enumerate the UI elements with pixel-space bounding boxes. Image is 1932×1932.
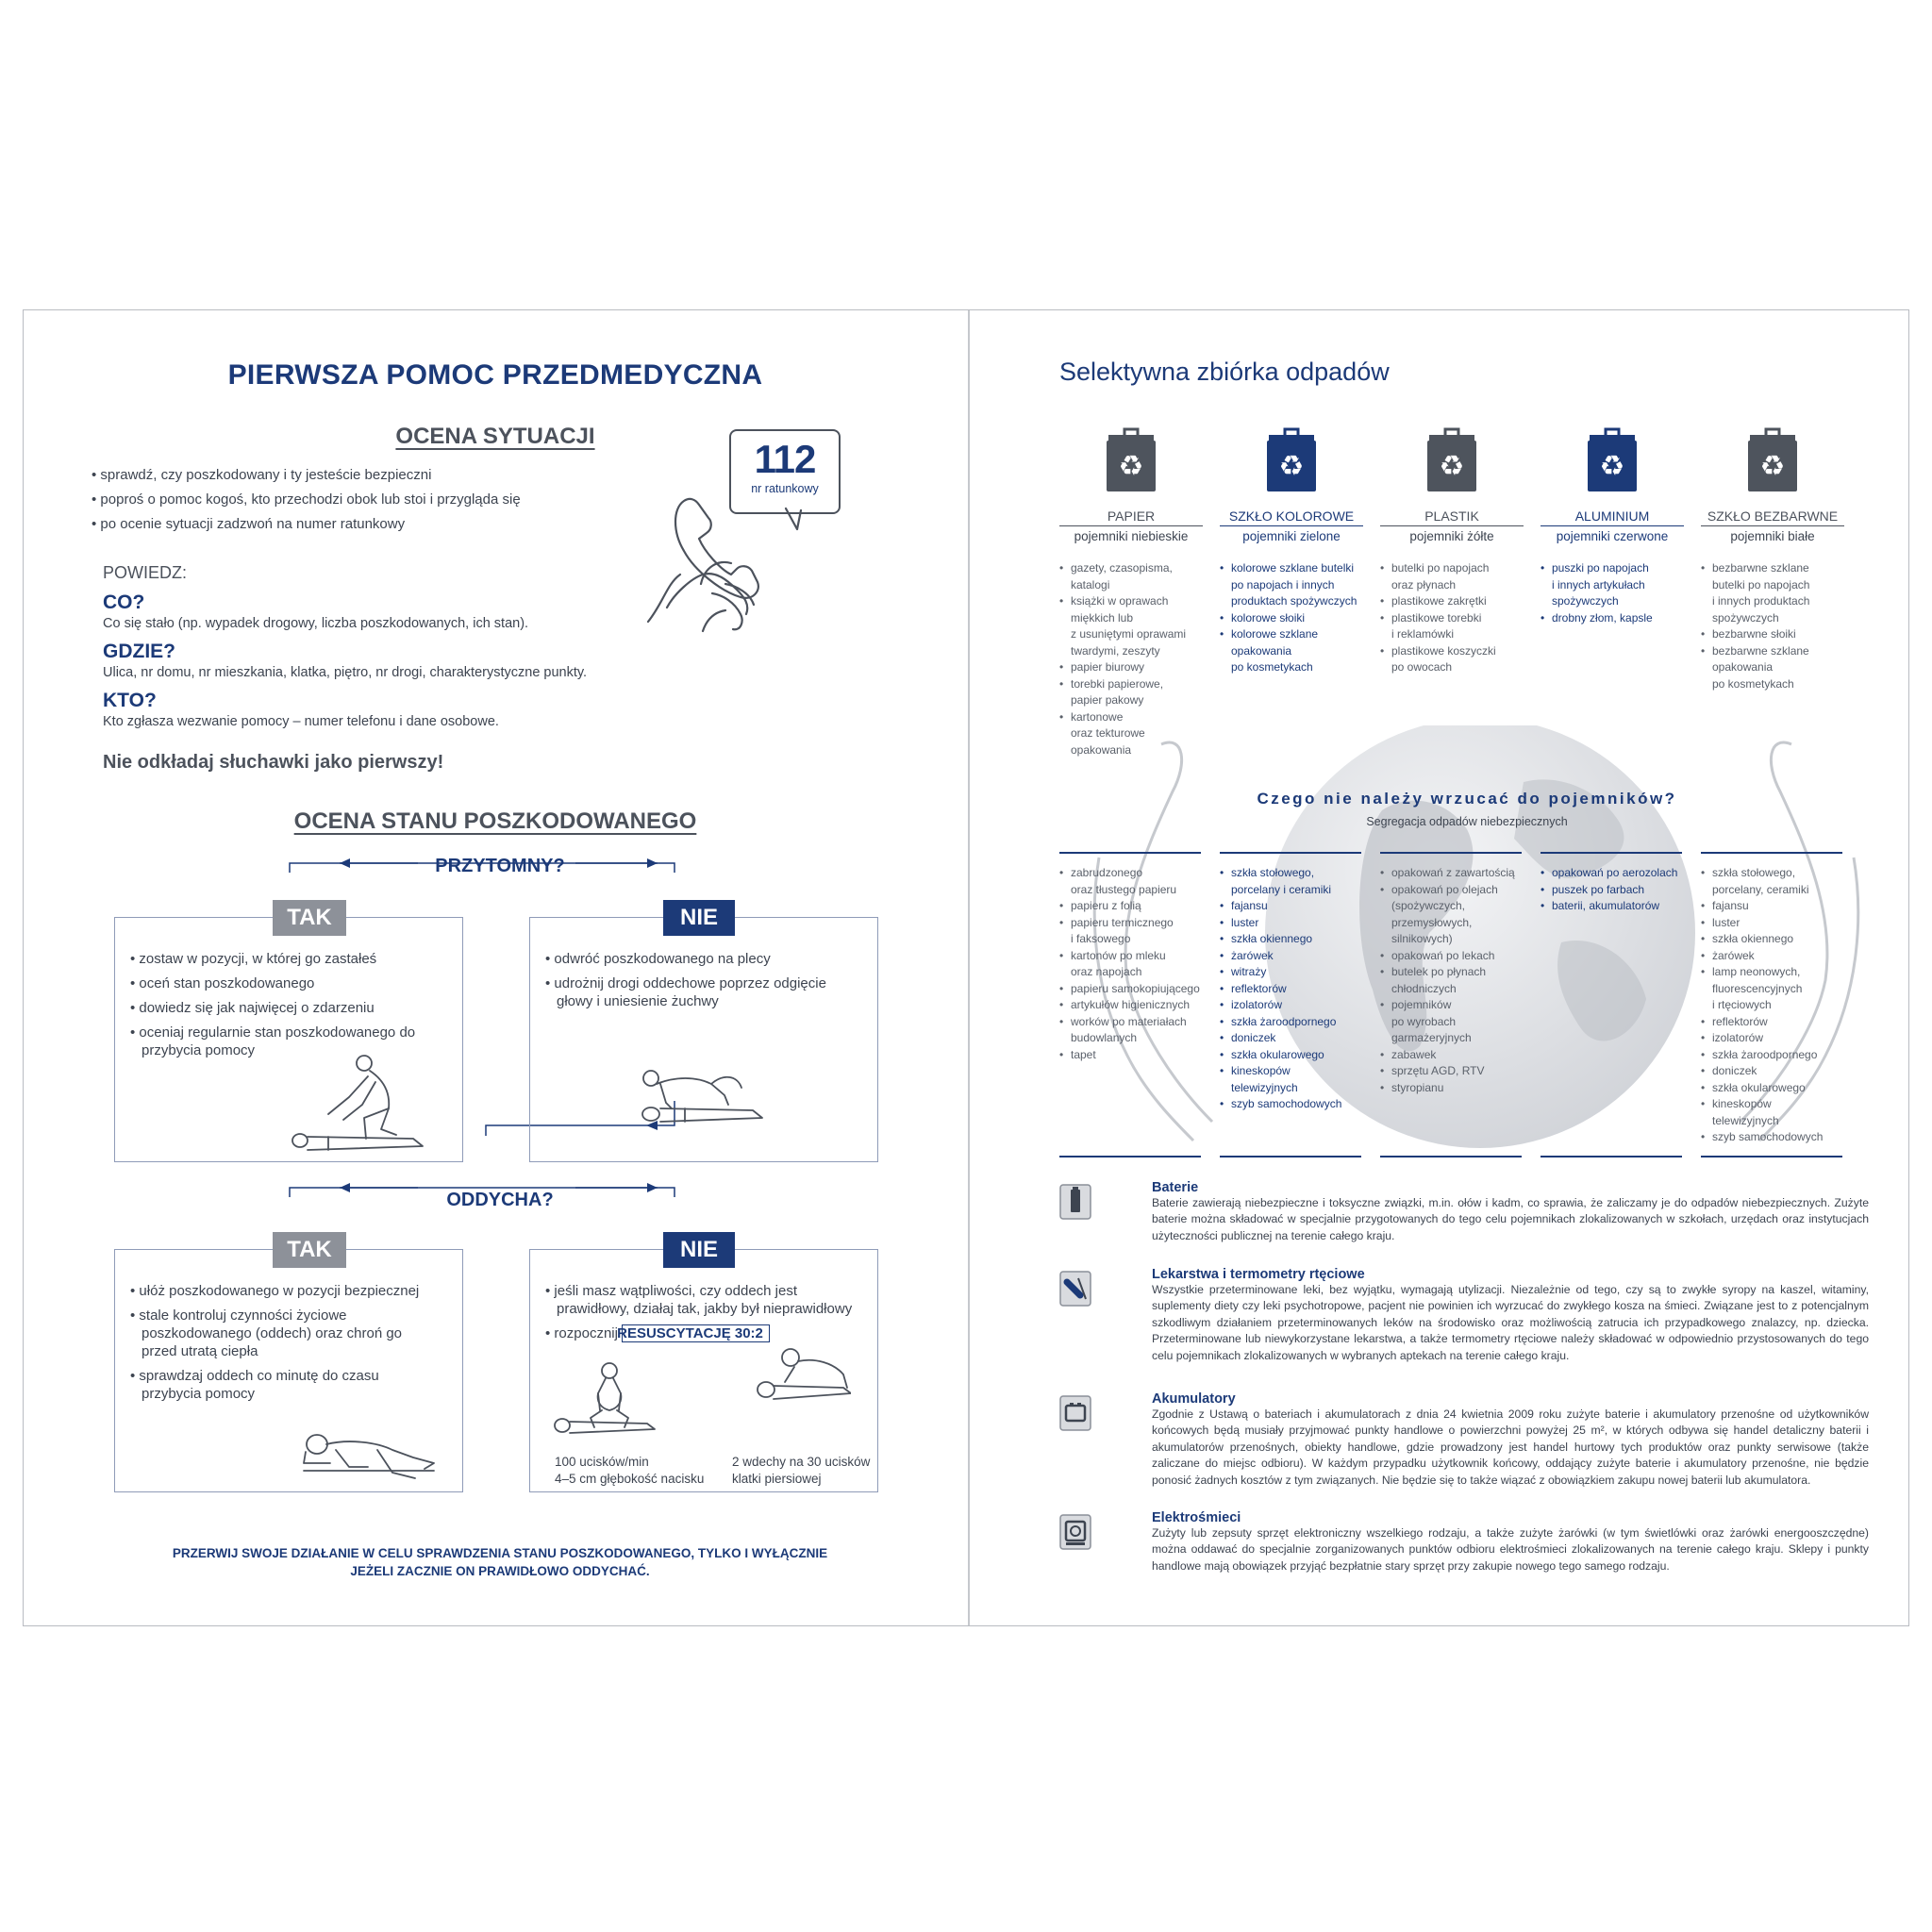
list-item: • plastikowe zakrętki [1380,593,1524,610]
svg-text:♻: ♻ [1759,450,1786,483]
list-item: • tapet [1059,1047,1201,1064]
list-item: opakowania [1712,660,1774,674]
list-item: (spożywczych, [1391,899,1466,912]
conscious-no-box [529,917,878,1162]
column-rule [1701,852,1842,854]
list-item: • reflektorów [1701,1014,1842,1031]
list-item: • zabawek [1380,1047,1522,1064]
list-item: oraz płynach [1391,577,1457,591]
column-bottom-rule [1380,1156,1522,1158]
list-item: • opakowań z zawartością [1380,865,1522,882]
list-item: • sprzętu AGD, RTV [1380,1063,1522,1080]
list-item: • szkła żaroodpornego [1220,1014,1361,1031]
list-item: • odwróć poszkodowanego na plecy [543,950,864,968]
breathing-no-box [529,1249,878,1492]
list-item: produktach spożywczych [1231,594,1357,608]
recycling-bin-icon [1746,427,1799,493]
accumulator-icon [1059,1395,1091,1431]
caption-compressions: 100 ucisków/min [555,1455,649,1469]
column-rule [1220,852,1361,854]
list-item: telewizyjnych [1712,1113,1779,1127]
svg-text:♻: ♻ [1278,450,1305,483]
list-item: • witraży [1220,964,1361,981]
warning-text: Nie odkładaj słuchawki jako pierwszy! [103,752,444,773]
column-rule [1541,852,1682,854]
list-item: po owocach [1391,660,1453,674]
answer-kto: Kto zgłasza wezwanie pomocy – numer telefonu i dane osobowe. [103,714,499,729]
not-allowed-column [1541,852,1682,915]
list-item: porcelany i ceramiki [1231,882,1332,896]
column-bottom-rule [1701,1156,1842,1158]
column-rule [1380,852,1522,854]
list-item: • doniczek [1220,1030,1361,1047]
list-item: • po ocenie sytuacji zadzwoń na numer ratunkowy [92,512,521,537]
list-item: • szkła stołowego, [1701,865,1842,882]
list-item: oraz tekturowe [1071,726,1145,740]
list-item: • izolatorów [1701,1030,1842,1047]
list-item: oraz tłustego papieru [1071,882,1177,896]
page-title: PIERWSZA POMOC PRZEDMEDYCZNA [227,359,763,391]
list-item: • styropianu [1380,1080,1522,1097]
list-item: • stale kontroluj czynności życiowe poszkodowanego (oddech) oraz chroń go przed utratą ciepła [128,1307,440,1360]
list-item: • opakowań po olejach [1380,882,1522,899]
column-rule [1059,852,1201,854]
info-text: Baterie zawierają niebezpieczne i toksyczne związki, m.in. ołów i kadm, co sprawia, że zaliczamy je do odpadów niebezpiecznych. Zużyte baterie można składować w specjalnie przygotowanych do tego celu pojemnikach zlokalizowanych w szkołach, urzędach oraz instytucjach użyteczności publicznej na terenie całego kraju. [1152,1196,1869,1242]
list-item: • żarówek [1701,948,1842,965]
list-item: • żarówek [1220,948,1361,965]
list-item: • szyb samochodowych [1701,1129,1842,1146]
recycling-bin-icon [1265,427,1318,493]
info-text: Zgodnie z Ustawą o bateriach i akumulatorach z dnia 24 kwietnia 2009 roku zużyte baterie i akumulatory przenośne od użytkowników końcowych będą musiały przyjmować punkty handlowe o powierzchni powyżej 25 m², w których odbywa się handel detaliczny baterii i akumulatorów przenośnych, obiekty handlowe, gdzie prowadzony jest handel hurtowy tych produktów oraz punkty serwisowe (także zaliczane do miejsc odbioru). W każdym przypadku użytkownik końcowy, oddający zużyte baterie i akumulatory przenośne, nie będzie ponosić żadnych kosztów z tym związanych. Nie będzie się to także wiązać z obowiązkiem zakupu nowej baterii lub akumulatora. [1152,1407,1869,1487]
recycling-bin-icon [1105,427,1158,493]
situation-bullets [92,463,521,537]
svg-text:♻: ♻ [1118,450,1144,483]
list-item: garmażeryjnych [1391,1031,1472,1044]
not-allowed-column [1059,852,1201,1063]
recycling-bin-icon [1586,427,1639,493]
list-item: • szkła żaroodpornego [1701,1047,1842,1064]
caption-chest: klatki piersiowej [732,1472,822,1486]
list-item: papier pakowy [1071,693,1144,707]
list-item: spożywczych [1712,610,1779,625]
list-item: • papieru termicznego [1059,915,1201,932]
bin-name: SZKŁO KOLOROWE [1220,508,1363,526]
list-item: • fajansu [1220,898,1361,915]
list-item: • plastikowe koszyczki [1380,643,1524,660]
list-item: • zabrudzonego [1059,865,1201,882]
list-item: twardymi, zeszyty [1071,643,1160,658]
list-item: • worków po materiałach [1059,1014,1201,1031]
list-item: • butelek po płynach [1380,964,1522,981]
bin-name: ALUMINIUM [1541,508,1684,526]
list-item: i innych produktach [1712,594,1810,608]
column-bottom-rule [1220,1156,1361,1158]
powiedz-label: POWIEDZ: [103,563,187,582]
emergency-number-label: nr ratunkowy [751,482,819,495]
bin-items [1541,560,1684,626]
medicine-icon [1059,1271,1091,1307]
list-item: miękkich lub [1071,610,1134,625]
hazardous-subheading: Segregacja odpadów niebezpiecznych [1366,815,1568,828]
conscious-yes-box [114,917,463,1162]
list-item: katalogi [1071,577,1110,591]
bin-items [1220,560,1363,676]
list-item: przemysłowych, [1391,915,1473,929]
list-item: • książki w oprawach [1059,593,1203,610]
recovery-position-icon [302,1425,440,1484]
list-item: • papieru z folią [1059,898,1201,915]
list-item: • bezbarwne słoiki [1701,626,1844,643]
bin-name: PLASTIK [1380,508,1524,526]
bin-items [1059,560,1203,758]
section-heading-ocena-sytuacji: OCENA SYTUACJI [395,424,595,449]
bin-column [1059,427,1203,758]
list-item: • opakowań po aerozolach [1541,865,1682,882]
list-item: • kolorowe słoiki [1220,610,1363,627]
list-item: • bezbarwne szklane [1701,643,1844,660]
list-item: silnikowych) [1391,932,1453,945]
list-item: • zostaw w pozycji, w której go zastałeś [128,950,440,968]
list-item: opakowania [1071,742,1132,757]
list-item: • doniczek [1701,1063,1842,1080]
list-item: • szkła stołowego, [1220,865,1361,882]
list-item: • szkła okularowego [1220,1047,1361,1064]
list-item: i faksowego [1071,932,1131,945]
info-heading: Akumulatory [1152,1391,1236,1407]
list-item: • oceń stan poszkodowanego [128,974,440,992]
info-heading: Lekarstwa i termometry rtęciowe [1152,1267,1365,1282]
bin-items [1701,560,1844,692]
battery-icon [1059,1184,1091,1220]
bin-column [1380,427,1524,676]
list-item: • pojemników [1380,997,1522,1014]
list-item: • szyb samochodowych [1220,1096,1361,1113]
list-item: • poproś o pomoc kogoś, kto przechodzi obok lub stoi i przygląda się [92,488,521,512]
list-item: • jeśli masz wątpliwości, czy oddech jest prawidłowy, działaj tak, jakby był nieprawidłowy [543,1282,864,1318]
question-kto: KTO? [103,690,157,711]
list-item: po napojach i innych [1231,577,1335,591]
list-item: • plastikowe torebki [1380,610,1524,627]
bin-subtitle: pojemniki niebieskie [1074,529,1189,543]
list-item: • dowiedz się jak najwięcej o zdarzeniu [128,999,440,1017]
rescue-breath-icon [753,1344,851,1410]
list-item: porcelany, ceramiki [1712,882,1809,896]
not-allowed-column [1220,852,1361,1113]
list-item: • udrożnij drogi oddechowe poprzez odgięcie głowy i uniesienie żuchwy [543,974,864,1010]
question-co: CO? [103,591,145,613]
hazardous-heading: Czego nie należy wrzucać do pojemników? [1257,790,1677,808]
list-item: • kineskopów [1220,1063,1361,1080]
list-item: • kineskopów [1701,1096,1842,1113]
list-item: • szkła okularowego [1701,1080,1842,1097]
bin-items [1380,560,1524,676]
electronics-icon [1059,1514,1091,1550]
caption-breaths: 2 wdechy na 30 ucisków [732,1455,871,1469]
svg-text:♻: ♻ [1439,450,1465,483]
tag-nie-2: NIE [663,1232,735,1268]
answer-co: Co się stało (np. wypadek drogowy, liczba poszkodowanych, ich stan). [103,616,529,631]
tag-tak-2: TAK [273,1232,346,1268]
list-item: • luster [1701,915,1842,932]
list-item: • drobny złom, kapsle [1541,610,1684,627]
list-item: • szkła okiennego [1220,931,1361,948]
footer-line-1: PRZERWIJ SWOJE DZIAŁANIE W CELU SPRAWDZENIA STANU POSZKODOWANEGO, TYLKO I WYŁĄCZNIE [172,1546,828,1560]
question-gdzie: GDZIE? [103,641,175,662]
svg-text:♻: ♻ [1599,450,1625,483]
bin-column [1541,427,1684,626]
list-item: po wyrobach [1391,1014,1457,1028]
list-item: • ułóż poszkodowanego w pozycji bezpiecznej [128,1282,440,1300]
list-item: • luster [1220,915,1361,932]
airway-opening-icon [638,1067,766,1133]
column-bottom-rule [1059,1156,1201,1158]
kneeling-rescuer-icon [291,1052,432,1158]
bin-subtitle: pojemniki czerwone [1556,529,1669,543]
start-label: rozpocznij [554,1325,618,1341]
list-item: i reklamówki [1391,627,1455,641]
not-allowed-column [1701,852,1842,1146]
list-item: • sprawdź, czy poszkodowany i ty jesteście bezpieczni [92,463,521,488]
list-item: budowlanych [1071,1031,1138,1044]
section-heading-ocena-stanu: OCENA STANU POSZKODOWANEGO [293,808,697,834]
list-item: po kosmetykach [1712,676,1794,691]
list-item: • baterii, akumulatorów [1541,898,1682,915]
list-item: • lamp neonowych, [1701,964,1842,981]
list-item: • gazety, czasopisma, [1059,560,1203,577]
list-item: • kartonów po mleku [1059,948,1201,965]
list-item: • puszki po napojach [1541,560,1684,577]
list-item: • papieru samokopiującego [1059,981,1201,998]
footer-note [137,1544,863,1580]
list-item: • puszek po farbach [1541,882,1682,899]
chest-compression-icon [553,1361,657,1441]
bin-column [1701,427,1844,692]
list-item: oraz napojach [1071,965,1142,978]
page-title-right: Selektywna zbiórka odpadów [1059,358,1390,386]
bin-subtitle: pojemniki żółte [1409,529,1494,543]
list-item: opakowania [1231,643,1292,658]
bin-subtitle: pojemniki białe [1730,529,1815,543]
cpr-label: RESUSCYTACJĘ 30:2 [622,1324,770,1342]
tag-nie: NIE [663,900,735,936]
list-item: • oceniaj regularnie stan poszkodowanego do przybycia pomocy [128,1024,440,1059]
list-item: • bezbarwne szklane [1701,560,1844,577]
list-item: • papier biurowy [1059,659,1203,676]
list-item: chłodniczych [1391,981,1457,995]
list-item: • torebki papierowe, [1059,676,1203,693]
list-item: • kolorowe szklane [1220,626,1363,643]
list-item: • kartonowe [1059,709,1203,726]
emergency-number: 112 [754,437,816,481]
not-allowed-column [1380,852,1522,1096]
list-item: i rtęciowych [1712,998,1772,1011]
list-item: i innych artykułach [1552,577,1645,591]
list-item: fluorescencyjnych [1712,981,1803,995]
list-item: • fajansu [1701,898,1842,915]
list-item: telewizyjnych [1231,1080,1298,1094]
list-item: • izolatorów [1220,997,1361,1014]
info-heading: Baterie [1152,1180,1199,1195]
info-heading: Elektrośmieci [1152,1510,1241,1525]
question-przytomny: PRZYTOMNY? [435,856,565,876]
brochure-spread [23,309,1909,1626]
list-item-resus [543,1324,864,1342]
phone-hand-icon [646,480,854,641]
info-text: Wszystkie przeterminowane leki, bez wyjątku, wymagają utylizacji. Niezależnie od tego, czy są to zwykłe syropy na kaszel, witaminy, suplementy diety czy leki psychotropowe, pacjent nie powinien ich wyrzucać do zwykłego kosza na śmieci. Związane jest to z potencjalnym szkodliwym działaniem przeterminowanych leków na środowisko oraz możliwością zatrucia ich przypadkowego znalazcy, np. dziecka. Przeterminowane lub niewykorzystane lekarstwa, a także termometry rtęciowe należy składować w odpowiednio przystosowanych do tego celu pojemnikach zlokalizowanych w wybranych aptekach na terenie całego kraju. [1152,1283,1869,1362]
caption-depth: 4–5 cm głębokość nacisku [555,1472,705,1486]
list-item: • reflektorów [1220,981,1361,998]
tag-tak: TAK [273,900,346,936]
list-item: spożywczych [1552,594,1619,608]
answer-gdzie: Ulica, nr domu, nr mieszkania, klatka, piętro, nr drogi, charakterystyczne punkty. [103,665,588,680]
list-item: z usuniętymi oprawami [1071,627,1187,641]
list-item: • opakowań po lekach [1380,948,1522,965]
column-bottom-rule [1541,1156,1682,1158]
list-item: po kosmetykach [1231,660,1313,674]
bin-name: PAPIER [1059,508,1203,526]
list-item: • artykułów higienicznych [1059,997,1201,1014]
list-item: butelki po napojach [1712,577,1810,591]
info-text: Zużyty lub zepsuty sprzęt elektroniczny wszelkiego rodzaju, a także zużyte żarówki (w tym świetlówki oraz żarówki energooszczędne) można oddawać do specjalnie zorganizowanych punktów odbioru elektrośmieci zlokalizowanych na terenie całego kraju. Sklepy i punkty handlowe mają obowiązek przyjąć bezpłatnie stary sprzęt przy zakupie nowego tego samego rodzaju. [1152,1526,1869,1573]
list-item: • butelki po napojach [1380,560,1524,577]
recycling-bin-icon [1425,427,1478,493]
bin-column [1220,427,1363,676]
breathing-yes-box [114,1249,463,1492]
question-oddycha: ODDYCHA? [446,1190,554,1210]
list-item: • sprawdzaj oddech co minutę do czasu przybycia pomocy [128,1367,440,1403]
list-item: • szkła okiennego [1701,931,1842,948]
footer-line-2: JEŻELI ZACZNIE ON PRAWIDŁOWO ODDYCHAĆ. [350,1564,650,1578]
list-item: • kolorowe szklane butelki [1220,560,1363,577]
page-divider [968,310,970,1625]
bin-name: SZKŁO BEZBARWNE [1701,508,1844,526]
bin-subtitle: pojemniki zielone [1242,529,1341,543]
